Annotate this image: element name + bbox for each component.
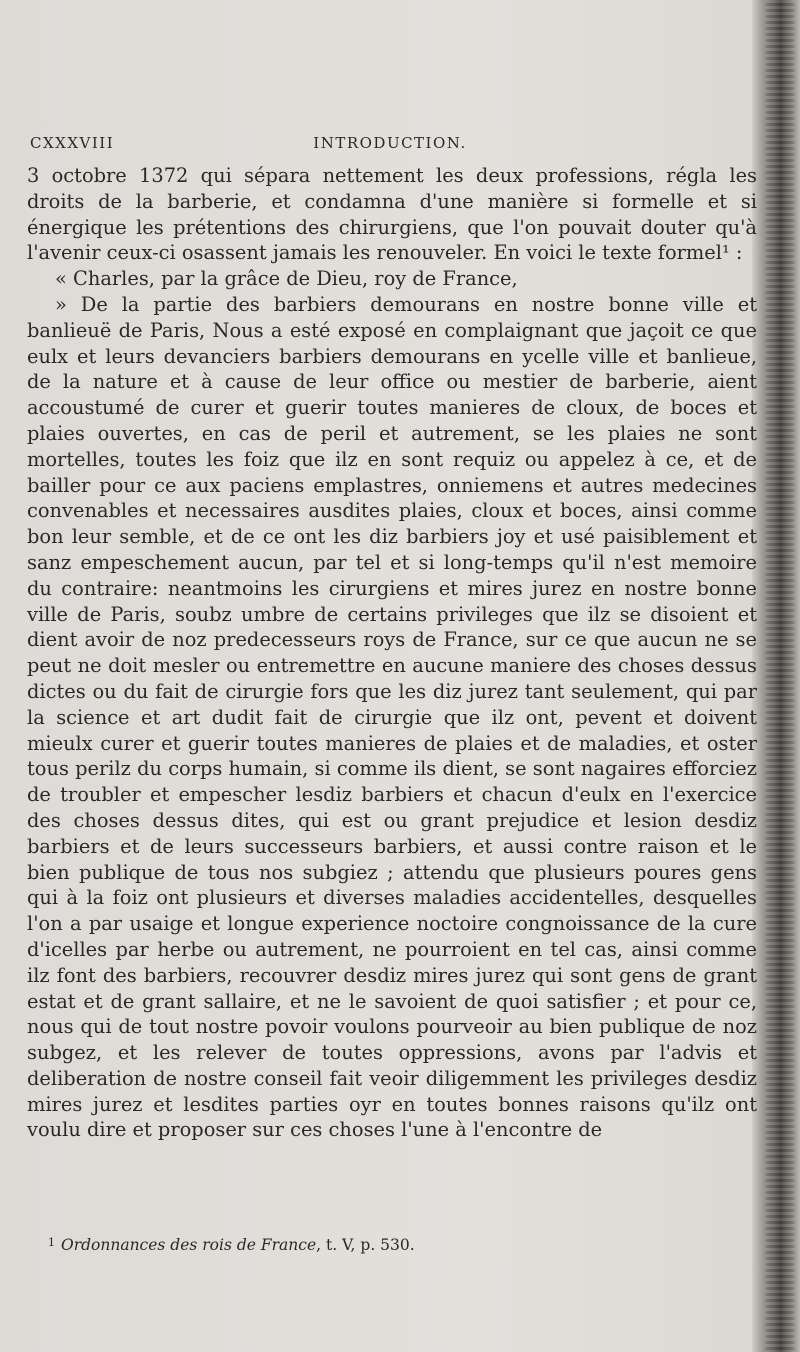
footnote-reference: , t. V, p. 530. xyxy=(316,1236,415,1254)
footnote-title: Ordonnances des rois de France xyxy=(61,1236,317,1254)
paragraph-salutation: « Charles, par la grâce de Dieu, roy de France, xyxy=(55,267,518,291)
footnote-mark: 1 xyxy=(48,1236,55,1249)
running-title: INTRODUCTION. xyxy=(313,134,467,152)
page-edge-texture xyxy=(766,0,794,1352)
page-number: CXXXVIII xyxy=(30,134,115,152)
body-text xyxy=(27,163,757,1143)
page-header xyxy=(30,134,750,156)
paragraph-intro: 3 octobre 1372 qui sépara nettement les deux professions, régla les droits de la barberie, et condamna d'une manière si formelle et si énergique les prétentions des chirurgiens, que l'on pouvait douter qu'à l'avenir ceux-ci osassent jamais les renouveler. En voici le texte formel¹ : xyxy=(27,164,757,265)
paragraph-ordinance: » De la partie des barbiers demourans en nostre bonne ville et banlieuë de Paris, Nous a esté exposé en complaignant que jaçoit ce que eulx et leurs devanciers barbiers demourans en ycelle ville et banlieue, de la nature et à cause de leur office ou mestier de barberie, aient accoustumé de curer et guerir toutes manieres de cloux, de boces et plaies ouvertes, en cas de peril et autrement, se les plaies ne sont mortelles, toutes les foiz que ilz en sont requiz ou appelez à ce, et de bailler pour ce aux paciens emplastres, onniemens et autres medecines convenables et necessaires ausdites plaies, cloux et boces, ainsi comme bon leur semble, et de ce ont les diz barbiers joy et usé paisiblement et sanz empeschement aucun, par tel et si long-temps qu'il n'est memoire du contraire: neantmoins les cirurgiens et mires jurez en nostre bonne ville de Paris, soubz umbre de certains privileges que ilz se disoient et dient avoir de noz predecesseurs roys de France, sur ce que aucun ne se peut ne doit mesler ou entremettre en aucune maniere des choses dessus dictes ou du fait de cirurgie fors que les diz jurez tant seulement, qui par la science et art dudit fait de cirurgie que ilz ont, pevent et doivent mieulx curer et guerir toutes manieres de plaies et de maladies, et oster tous perilz du corps humain, si comme ils dient, se sont nagaires efforciez de troubler et empescher lesdiz barbiers et chacun d'eulx en l'exercice des choses dessus dites, qui est ou grant prejudice et lesion desdiz barbiers et de leurs successeurs barbiers, et aussi contre raison et le bien publique de tous nos subgiez ; attendu que plusieurs poures gens qui à la foiz ont plusieurs et diverses maladies accidentelles, desquelles l'on a par usaige et longue experience noctoire congnoissance de la cure d'icelles par herbe ou autrement, ne pourroient en tel cas, ainsi comme ilz font des barbiers, recouvrer desdiz mires jurez qui sont gens de grant estat et de grant sallaire, et ne le savoient de quoi satisfier ; et pour ce, nous qui de tout nostre povoir voulons pourveoir au bien publique de noz subgez, et les relever de toutes oppressions, avons par l'advis et deliberation de nostre conseil fait veoir diligemment les privileges desdiz mires jurez et lesdites parties oyr en toutes bonnes raisons qu'ilz ont voulu dire et proposer sur ces choses l'une à l'encontre de xyxy=(27,292,757,1142)
footnote xyxy=(48,1233,748,1255)
